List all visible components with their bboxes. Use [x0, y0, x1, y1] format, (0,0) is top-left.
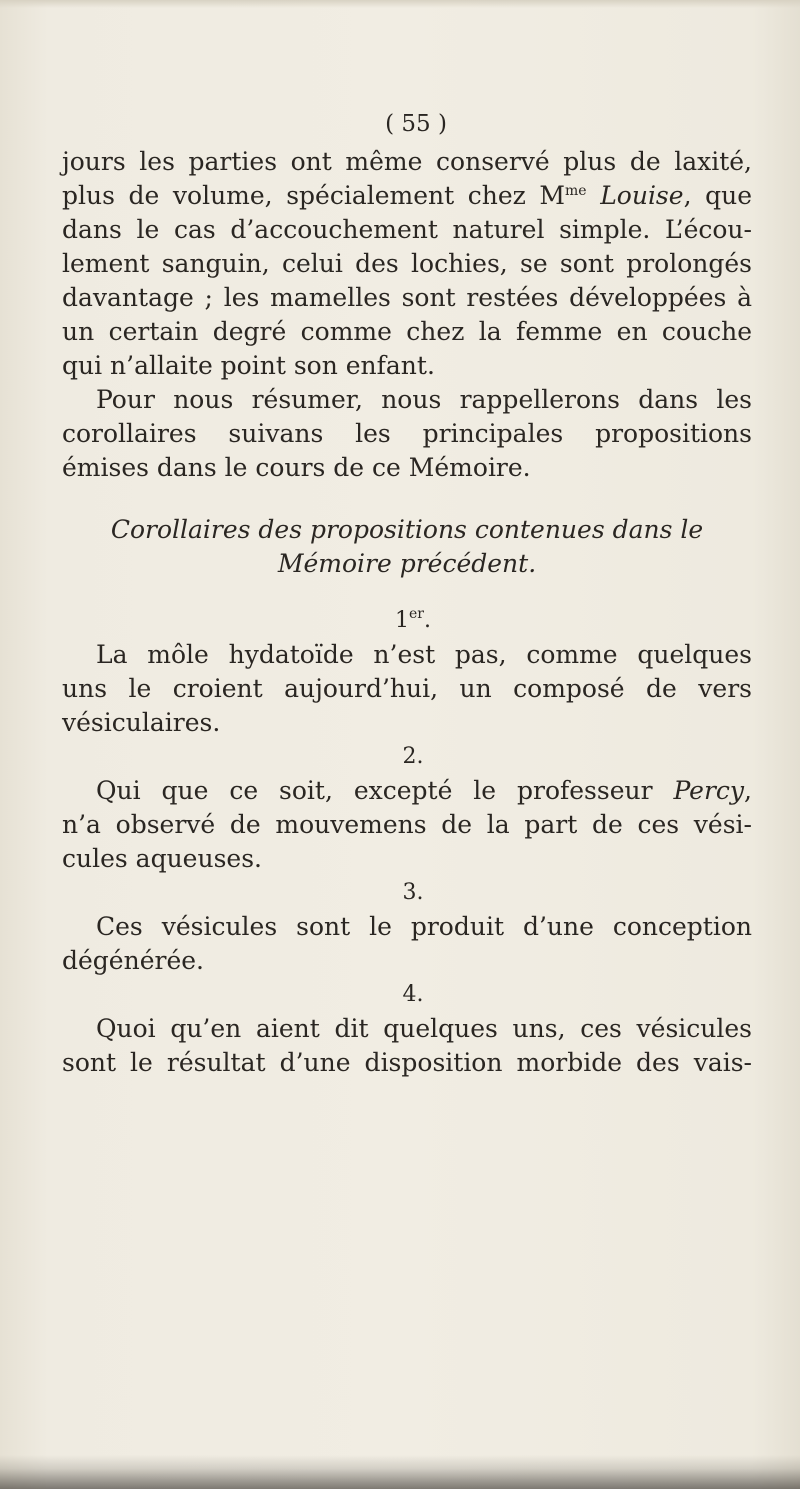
section-heading: [62, 513, 752, 581]
text-line: un certain degré comme chez la femme en couche: [62, 317, 752, 346]
text-line: [62, 774, 752, 808]
person-name: Percy: [673, 776, 745, 805]
text-line: sont le résultat d’une disposition morbide des vais-: [62, 1048, 752, 1077]
corollary-1: [62, 604, 752, 740]
text-line: cules aqueuses.: [62, 844, 262, 873]
text-line: dans le cas d’accouchement naturel simple. L’écou-: [62, 215, 752, 244]
corollary-4: [62, 978, 752, 1080]
text-fragment: Qui que ce soit, excepté le professeur: [96, 776, 674, 805]
superscript: er: [409, 606, 424, 622]
text-fragment: , que: [683, 181, 752, 210]
text-line: Pour nous résumer, nous rappellerons dans les: [96, 385, 752, 414]
text-line: émises dans le cours de ce Mémoire.: [62, 453, 531, 482]
text-fragment: ,: [744, 776, 752, 805]
text-line: jours les parties ont même conservé plus de laxité,: [62, 147, 752, 176]
superscript: me: [565, 183, 587, 199]
corollary-3: [62, 876, 752, 978]
page-top-shadow: [0, 0, 800, 8]
heading-line: Corollaires des propositions contenues dans le: [110, 515, 704, 544]
corollary-number: 1er.: [395, 606, 431, 633]
text-line: La môle hydatoïde n’est pas, comme quelques: [96, 640, 752, 669]
paragraph-1: [62, 145, 752, 383]
page-text: [62, 107, 752, 1080]
text-line: n’a observé de mouvemens de la part de ces vési-: [62, 810, 752, 839]
text-line: davantage ; les mamelles sont restées développées à: [62, 283, 752, 312]
person-name: Louise: [600, 181, 684, 210]
text-fragment: plus de volume, spécialement chez M: [62, 181, 566, 210]
text-line: dégénérée.: [62, 946, 204, 975]
text-line: qui n’allaite point son enfant.: [62, 351, 435, 380]
text-line: Ces vésicules sont le produit d’une conception: [96, 912, 752, 941]
page-bottom-shadow: [0, 1455, 800, 1489]
heading-line: Mémoire précédent.: [277, 549, 537, 578]
corollary-number: 3.: [402, 880, 424, 905]
corollary-number: 4.: [402, 982, 424, 1007]
corollary-number: 2.: [402, 744, 424, 769]
text-line: [62, 179, 752, 213]
page-number: ( 55 ): [385, 111, 447, 137]
text-line: corollaires suivans les principales propositions: [62, 419, 752, 448]
corollary-2: [62, 740, 752, 876]
text-line: vésiculaires.: [62, 708, 221, 737]
paragraph-2: [62, 383, 752, 485]
text-line: uns le croient aujourd’hui, un composé de vers: [62, 674, 752, 703]
text-line: Quoi qu’en aient dit quelques uns, ces vésicules: [96, 1014, 752, 1043]
text-line: lement sanguin, celui des lochies, se sont prolongés: [62, 249, 752, 278]
